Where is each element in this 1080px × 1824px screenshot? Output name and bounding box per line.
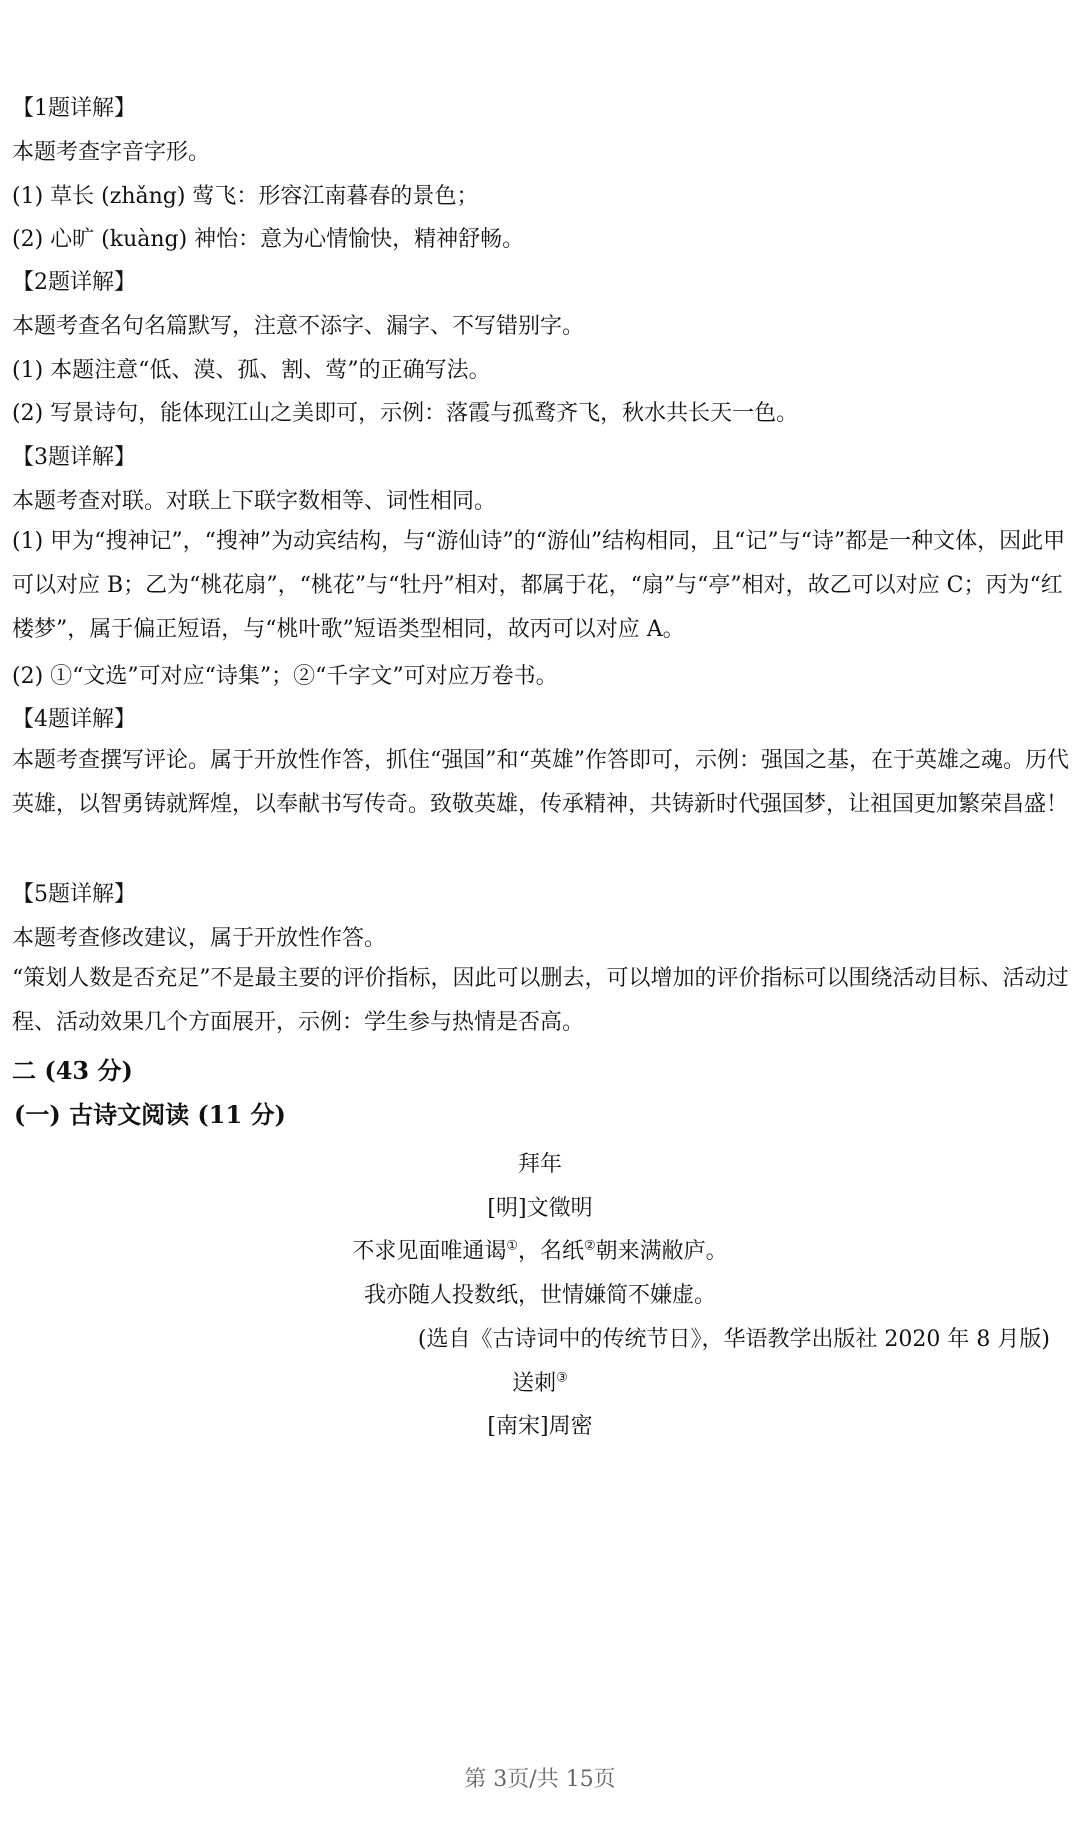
poem-1-line-2: 我亦随人投数纸，世情嫌简不嫌虚。 [363,1283,716,1308]
q3-heading: 【3题详解】 [12,445,136,470]
q5-line-1: 本题考查修改建议，属于开放性作答。 [12,926,387,951]
q1-heading: 【1题详解】 [12,96,136,121]
poem-1-title: 拜年 [517,1152,562,1177]
q3-line-1: 本题考查对联。对联上下联字数相等、词性相同。 [12,489,497,514]
q2-line-2: (1) 本题注意“低、漠、孤、割、莺”的正确写法。 [12,358,491,383]
q2-line-1: 本题考查名句名篇默写，注意不添字、漏字、不写错别字。 [12,314,585,339]
section-2-subtitle: (一) 古诗文阅读 (11 分) [14,1100,286,1129]
poem-2-title: 送刺 [512,1371,557,1396]
poem-1-source: (选自《古诗词中的传统节日》，华语教学出版社 2020 年 8 月版) [417,1327,1050,1352]
section-2-title: 二 (43 分) [12,1056,133,1085]
q2-heading: 【2题详解】 [12,270,136,295]
q2-line-3: (2) 写景诗句，能体现江山之美即可，示例：落霞与孤鹜齐飞，秋水共长天一色。 [12,401,799,426]
poem-2-title-line [0,1366,1080,1397]
poem-2-author: [南宋]周密 [487,1414,593,1439]
poem-1-line-1-part-b: ，名纸 [517,1239,584,1264]
q1-line-3: (2) 心旷 (kuàng) 神怡：意为心情愉快，精神舒畅。 [12,227,525,252]
poem-1-line-1-part-c: 朝来满敝庐。 [595,1239,728,1264]
poem-1-line-1 [0,1234,1080,1265]
q5-heading: 【5题详解】 [12,882,136,907]
q1-line-2: (1) 草长 (zhǎng) 莺飞：形容江南暮春的景色； [12,184,479,209]
footnote-marker-2: ② [584,1238,596,1254]
q1-line-1: 本题考查字音字形。 [12,140,211,165]
poem-1-line-1-part-a: 不求见面唯通谒 [352,1239,507,1264]
poem-1-author: [明]文徵明 [487,1196,593,1221]
q4-heading: 【4题详解】 [12,707,136,732]
q3-line-2: (1) 甲为“搜神记”，“搜神”为动宾结构，与“游仙诗”的“游仙”结构相同，且“记”与“诗”都是一种文体，因此甲可以对应 B；乙为“桃花扇”，“桃花”与“牡丹”相对，都属于花，“扇”与“亭”相对，故乙可以对应 C；丙为“红楼梦”，属于偏正短语，与“桃叶歌”短语类型相同，故丙可以对应 A。 [12,529,1066,642]
q4-line-1: 本题考查撰写评论。属于开放性作答，抓住“强国”和“英雄”作答即可，示例：强国之基，在于英雄之魂。历代英雄，以智勇铸就辉煌，以奉献书写传奇。致敬英雄，传承精神，共铸新时代强国梦，让祖国更加繁荣昌盛！ [12,748,1069,817]
footnote-marker-3: ③ [556,1370,568,1386]
q3-line-3: (2) ①“文选”可对应“诗集”；②“千字文”可对应万卷书。 [12,664,558,689]
q5-line-2: “策划人数是否充足”不是最主要的评价指标，因此可以删去，可以增加的评价指标可以围绕活动目标、活动过程、活动效果几个方面展开，示例：学生参与热情是否高。 [12,966,1069,1035]
page-number-footer: 第 3页/共 15页 [464,1767,616,1792]
footnote-marker-1: ① [506,1238,518,1254]
